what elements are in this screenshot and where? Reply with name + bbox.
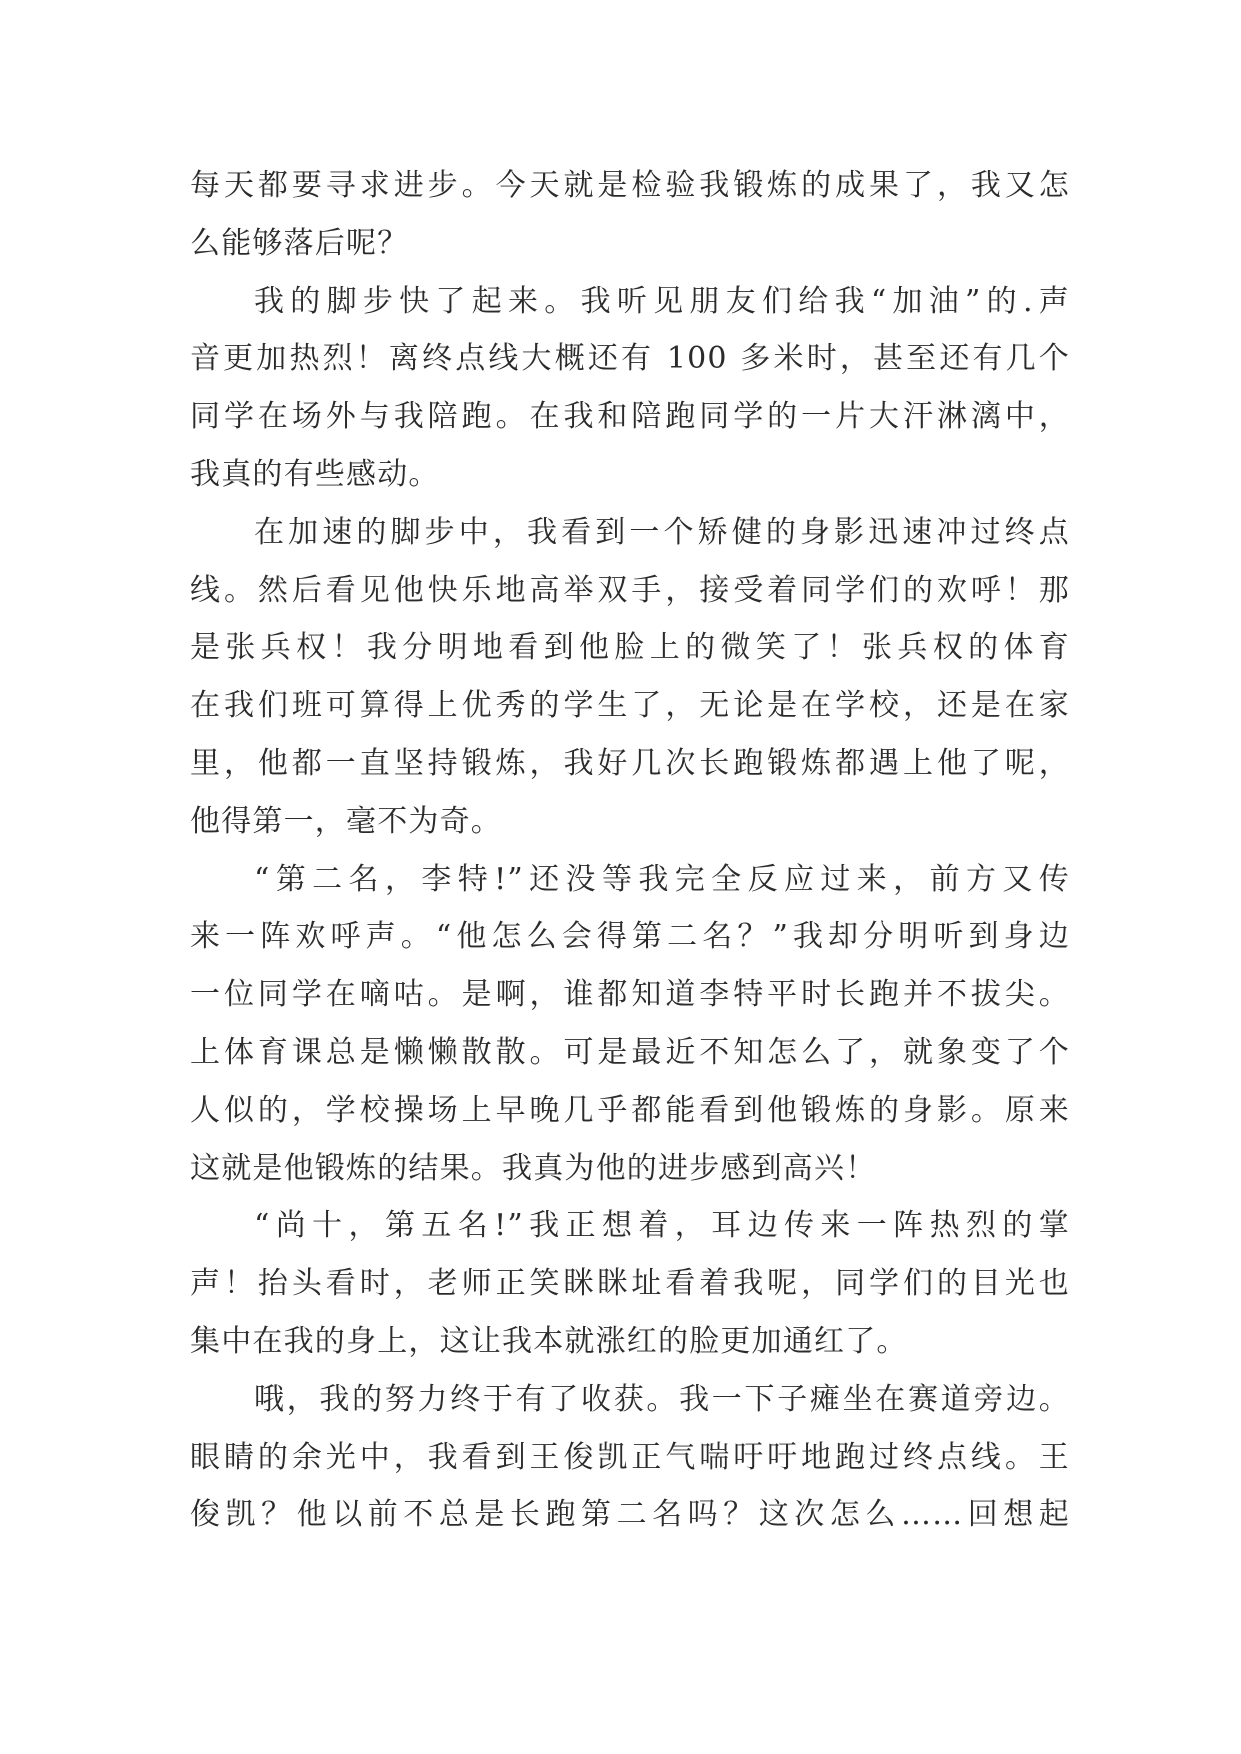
text-line: 音更加热烈！离终点线大概还有 100 多米时，甚至还有几个 [190, 341, 1070, 377]
text-line: 同学在场外与我陪跑。在我和陪跑同学的一片大汗淋漓中， [190, 399, 1070, 435]
text-line: 我真的有些感动。 [190, 456, 440, 492]
text-line: 一位同学在嘀咕。是啊，谁都知道李特平时长跑并不拔尖。 [190, 977, 1070, 1013]
text-line: 集中在我的身上，这让我本就涨红的脸更加通红了。 [190, 1323, 908, 1359]
text-line: “尚十，第五名!”我正想着，耳边传来一阵热烈的掌 [254, 1208, 1070, 1244]
text-line: 里，他都一直坚持锻炼，我好几次长跑锻炼都遇上他了呢， [190, 745, 1070, 781]
text-line: 来一阵欢呼声。“他怎么会得第二名？”我却分明听到身边 [190, 919, 1070, 955]
text-line: 眼睛的余光中，我看到王俊凯正气喘吁吁地跑过终点线。王 [190, 1439, 1070, 1475]
text-line: 么能够落后呢？ [190, 225, 409, 261]
text-line: 上体育课总是懒懒散散。可是最近不知怎么了，就象变了个 [190, 1034, 1070, 1070]
text-line: 这就是他锻炼的结果。我真为他的进步感到高兴！ [190, 1150, 877, 1186]
document-body [190, 157, 1070, 1544]
text-line: 人似的，学校操场上早晚几乎都能看到他锻炼的身影。原来 [190, 1092, 1070, 1128]
text-line: “第二名，李特!”还没等我完全反应过来，前方又传 [254, 861, 1070, 897]
text-line: 我的脚步快了起来。我听见朋友们给我“加油”的.声 [254, 283, 1070, 319]
text-line: 声！抬头看时，老师正笑眯眯址看着我呢，同学们的目光也 [190, 1266, 1070, 1302]
text-line: 俊凯？他以前不总是长跑第二名吗？这次怎么……回想起 [190, 1497, 1070, 1533]
text-line: 在加速的脚步中，我看到一个矫健的身影迅速冲过终点 [254, 514, 1070, 550]
text-line: 哦，我的努力终于有了收获。我一下子瘫坐在赛道旁边。 [254, 1381, 1070, 1417]
text-line: 在我们班可算得上优秀的学生了，无论是在学校，还是在家 [190, 688, 1070, 724]
text-line: 他得第一，毫不为奇。 [190, 803, 502, 839]
text-line: 每天都要寻求进步。今天就是检验我锻炼的成果了，我又怎 [190, 168, 1070, 203]
text-line: 线。然后看见他快乐地高举双手，接受着同学们的欢呼！那 [190, 572, 1070, 608]
text-line: 是张兵权！我分明地看到他脸上的微笑了！张兵权的体育 [190, 630, 1070, 666]
